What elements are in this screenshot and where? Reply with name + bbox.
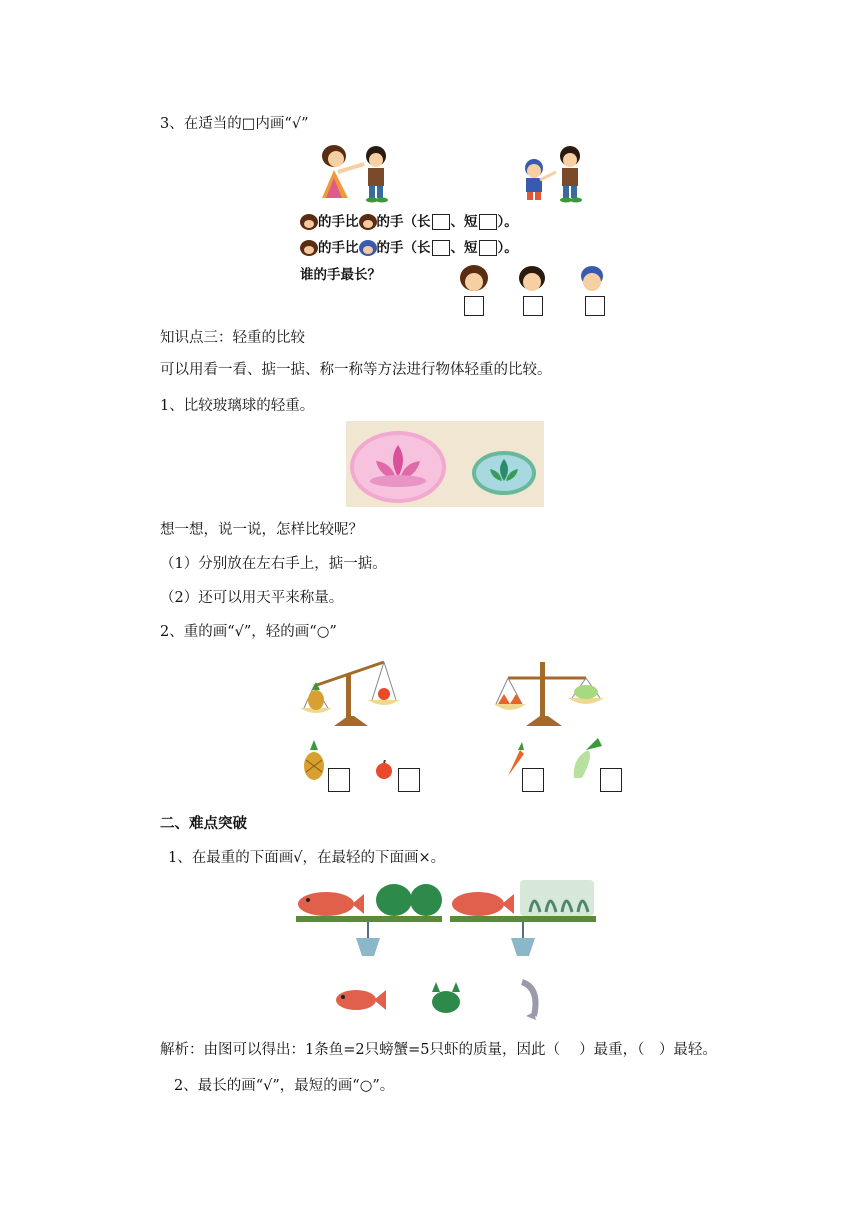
children-hands-illustration xyxy=(312,142,602,204)
method-step-2: （2）还可以用天平来称量。 xyxy=(160,590,344,606)
girl-head-icon xyxy=(300,214,318,230)
balance-scale-carrot-radish xyxy=(492,658,612,732)
checkbox-longer-1[interactable] xyxy=(432,214,450,230)
hands-compare-line-1: 的手比 的手（长 、短 ）。 xyxy=(300,210,518,230)
knowledge-point-3-title: 知识点三：轻重的比较 xyxy=(160,330,305,346)
question-heaviest-lightest: 1、在最重的下面画√，在最轻的下面画×。 xyxy=(168,850,446,866)
think-and-say: 想一想，说一说，怎样比较呢？ xyxy=(160,522,363,538)
checkbox-radish[interactable] xyxy=(600,768,622,792)
small-boy-head-icon xyxy=(359,240,377,256)
checkbox-boy[interactable] xyxy=(523,296,543,316)
fish-crab-shrimp-scales xyxy=(294,876,598,966)
question-3-title: 3、在适当的□内画“√” xyxy=(160,116,309,132)
checkbox-pineapple[interactable] xyxy=(328,768,350,792)
checkbox-longer-2[interactable] xyxy=(432,240,450,256)
method-step-1: （1）分别放在左右手上，掂一掂。 xyxy=(160,556,387,572)
who-longest-question: 谁的手最长？ xyxy=(300,267,381,283)
difficulty-heading: 二、难点突破 xyxy=(160,816,247,832)
hands-compare-line-2: 的手比 的手（长 、短 ）。 xyxy=(300,236,518,256)
checkbox-girl[interactable] xyxy=(464,296,484,316)
apple-icon xyxy=(374,760,394,780)
question-compare-marbles: 1、比较玻璃球的轻重。 xyxy=(160,398,315,414)
question-heavy-light: 2、重的画“√”，轻的画“○” xyxy=(160,624,337,640)
question-longest-shortest: 2、最长的画“√”，最短的画“○”。 xyxy=(174,1078,395,1094)
shrimp-icon xyxy=(514,976,544,1020)
checkbox-small-boy[interactable] xyxy=(585,296,605,316)
checkbox-carrot[interactable] xyxy=(522,768,544,792)
glass-marbles-image xyxy=(346,421,544,507)
checkbox-shorter-1[interactable] xyxy=(479,214,497,230)
checkbox-shorter-2[interactable] xyxy=(479,240,497,256)
balance-scale-pineapple-apple xyxy=(298,656,408,730)
knowledge-point-3-intro: 可以用看一看、掂一掂、称一称等方法进行物体轻重的比较。 xyxy=(160,362,552,378)
radish-icon xyxy=(570,738,604,778)
carrot-icon xyxy=(502,742,524,776)
boy-head-icon xyxy=(300,240,318,256)
analysis-text: 解析：由图可以得出：1条鱼=2只螃蟹=5只虾的质量，因此（ ）最重，（ ）最轻。 xyxy=(160,1042,717,1058)
boy-head-icon xyxy=(359,214,377,230)
pineapple-icon xyxy=(302,740,326,782)
checkbox-apple[interactable] xyxy=(398,768,420,792)
fish-icon xyxy=(334,984,388,1016)
three-children-heads xyxy=(446,262,616,298)
crab-icon xyxy=(428,980,464,1016)
